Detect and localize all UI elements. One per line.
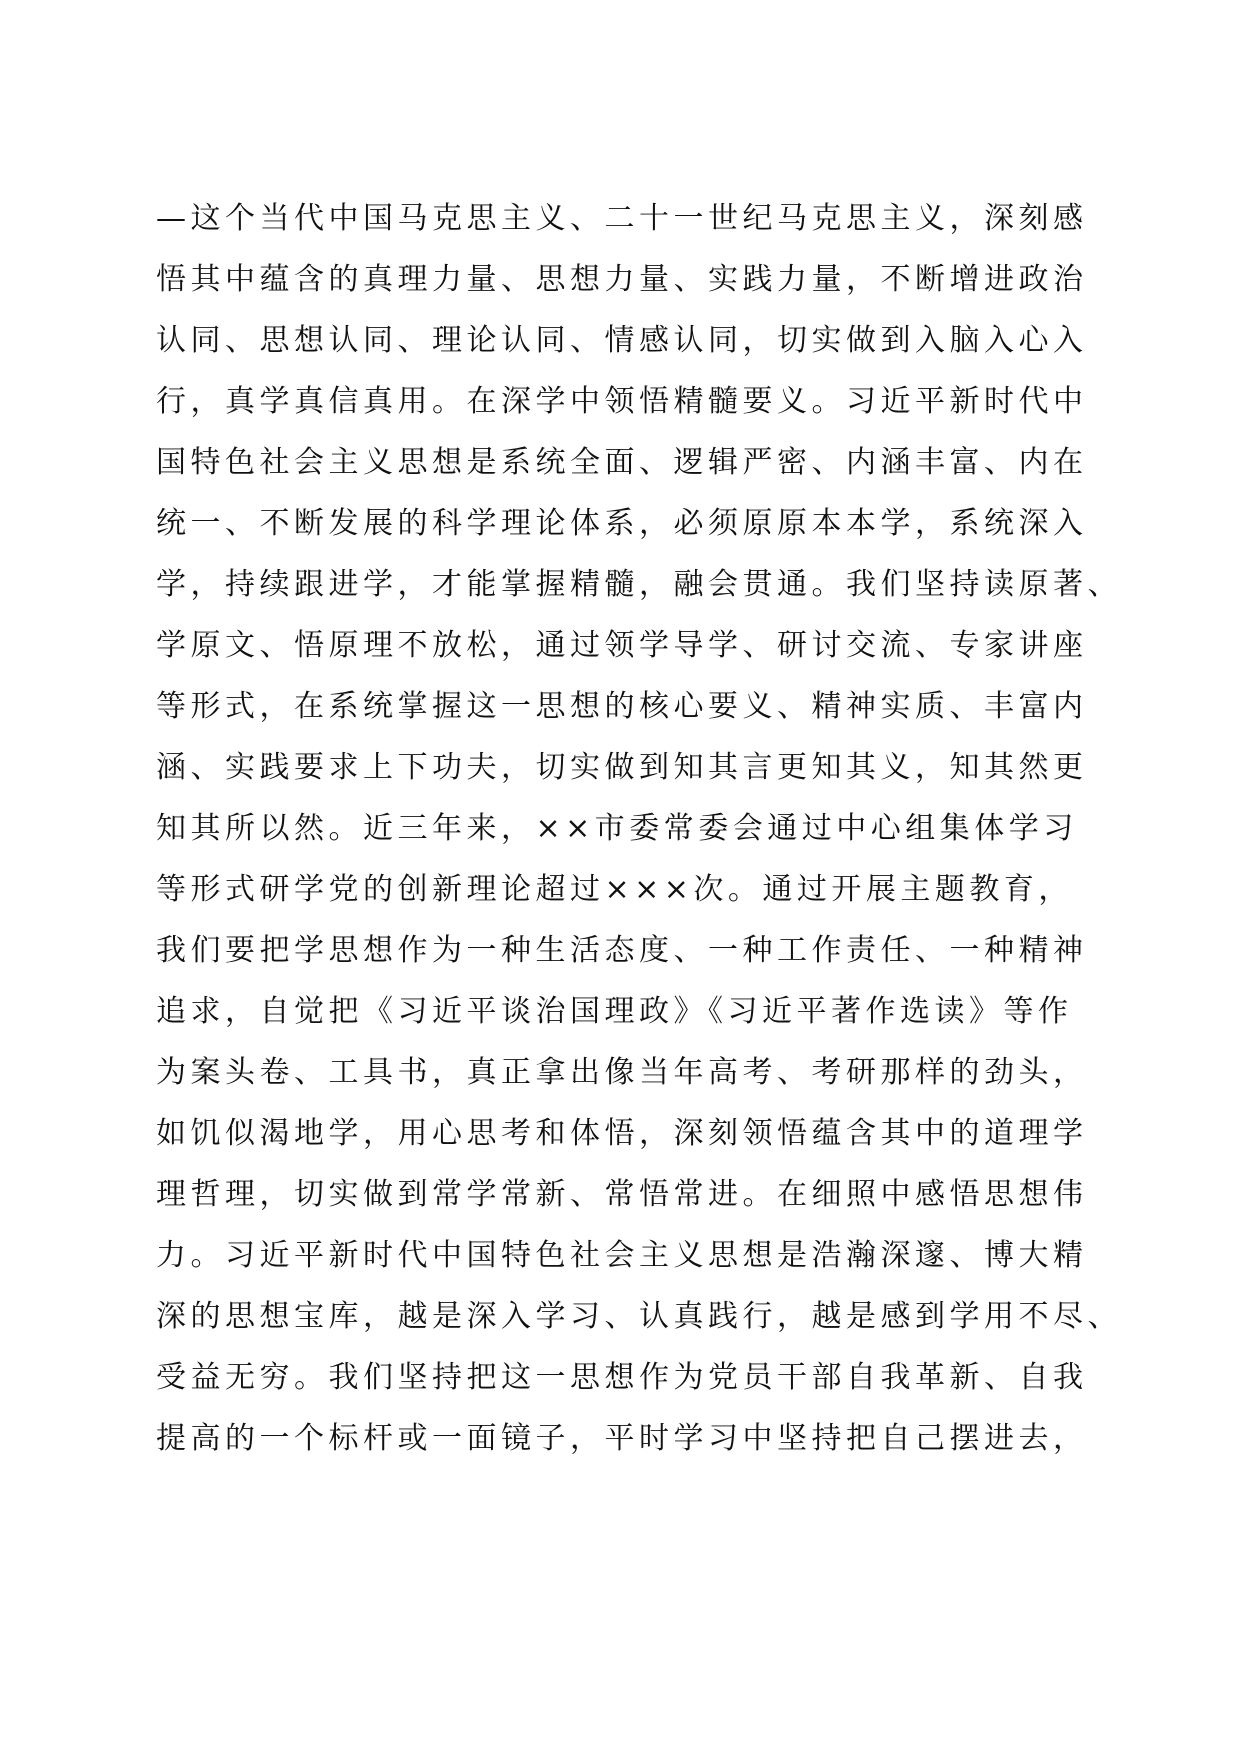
text-line: 等形式研学党的创新理论超过×××次。通过开展主题教育，	[156, 872, 1073, 907]
text-line: 如饥似渴地学，用心思考和体悟，深刻领悟蕴含其中的道理学	[156, 1116, 1088, 1151]
text-line: 受益无穷。我们坚持把这一思想作为党员干部自我革新、自我	[156, 1360, 1088, 1395]
text-line: 行，真学真信真用。在深学中领悟精髓要义。习近平新时代中	[156, 384, 1088, 419]
text-line: 为案头卷、工具书，真正拿出像当年高考、考研那样的劲头，	[156, 1055, 1088, 1090]
text-line: 我们要把学思想作为一种生活态度、一种工作责任、一种精神	[156, 933, 1088, 968]
text-line: 统一、不断发展的科学理论体系，必须原原本本学，系统深入	[156, 506, 1088, 541]
text-line: 涵、实践要求上下功夫，切实做到知其言更知其义，知其然更	[156, 750, 1088, 785]
text-line: 悟其中蕴含的真理力量、思想力量、实践力量，不断增进政治	[156, 262, 1088, 297]
text-line: 等形式，在系统掌握这一思想的核心要义、精神实质、丰富内	[156, 689, 1088, 724]
text-line: 知其所以然。近三年来，××市委常委会通过中心组集体学习	[156, 811, 1078, 846]
text-line: 深的思想宝库，越是深入学习、认真践行，越是感到学用不尽、	[156, 1299, 1122, 1334]
text-line: 学，持续跟进学，才能掌握精髓，融会贯通。我们坚持读原著、	[156, 567, 1122, 602]
body-text	[156, 188, 1122, 1469]
text-line: 力。习近平新时代中国特色社会主义思想是浩瀚深邃、博大精	[156, 1238, 1088, 1273]
text-line: 追求，自觉把《习近平谈治国理政》《习近平著作选读》等作	[156, 994, 1073, 1029]
text-line: 学原文、悟原理不放松，通过领学导学、研讨交流、专家讲座	[156, 628, 1088, 663]
text-line: 提高的一个标杆或一面镜子，平时学习中坚持把自己摆进去，	[156, 1421, 1088, 1456]
text-line: 国特色社会主义思想是系统全面、逻辑严密、内涵丰富、内在	[156, 445, 1088, 480]
text-line: —这个当代中国马克思主义、二十一世纪马克思主义，深刻感	[156, 201, 1088, 236]
text-line: 理哲理，切实做到常学常新、常悟常进。在细照中感悟思想伟	[156, 1177, 1088, 1212]
text-line: 认同、思想认同、理论认同、情感认同，切实做到入脑入心入	[156, 323, 1088, 358]
